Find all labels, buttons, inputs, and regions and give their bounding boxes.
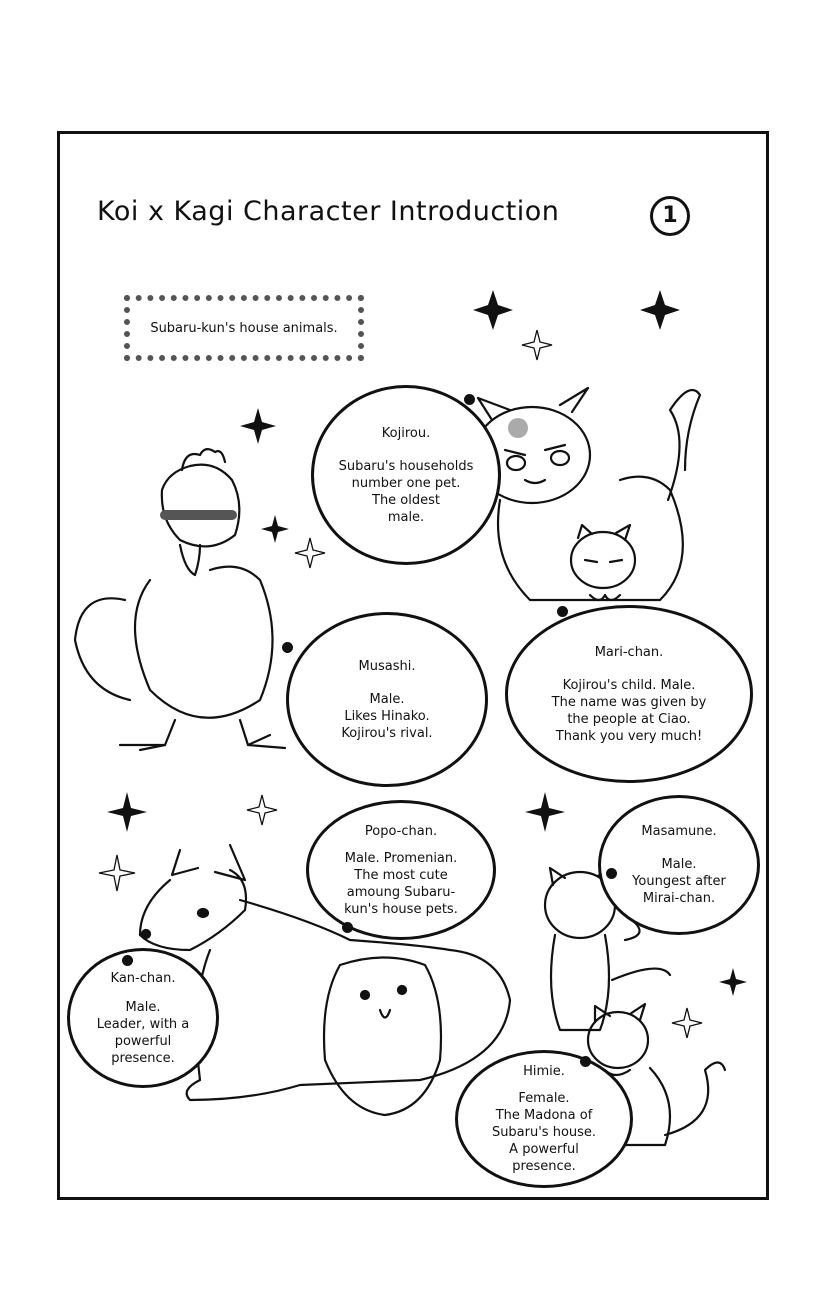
bubble-masamune (598, 795, 760, 935)
character-desc-himie: Female. The Madona of Subaru's house. A powerful presence. (491, 1091, 597, 1174)
bubble-himie (455, 1050, 633, 1188)
character-name-mari: Mari-chan. (594, 644, 664, 660)
character-name-kojirou: Kojirou. (381, 425, 431, 441)
page-title: Koi x Kagi Character Introduction (97, 196, 560, 227)
cat-kojirou-illustration (474, 388, 700, 600)
bubble-pointer-dot (464, 394, 475, 405)
bubble-pointer-dot (606, 868, 617, 879)
bubble-pointer-dot (122, 955, 133, 966)
bubble-mari (505, 605, 753, 783)
character-desc-masamune: Male. Youngest after Mirai-chan. (632, 857, 726, 906)
character-name-himie: Himie. (523, 1064, 565, 1079)
rooster-musashi-illustration (75, 449, 285, 750)
character-desc-mari: Kojirou's child. Male. The name was given by the people at Ciao. Thank you very much! (551, 677, 707, 744)
bubble-pointer-dot (580, 1056, 591, 1067)
bubble-pointer-dot (557, 606, 568, 617)
character-desc-kan: Male. Leader, with a powerful presence. (96, 999, 190, 1066)
character-name-musashi: Musashi. (358, 658, 416, 674)
title-number-badge: 1 (650, 196, 690, 236)
bubble-musashi (286, 612, 488, 787)
bubble-pointer-dot (342, 922, 353, 933)
character-desc-kojirou: Subaru's households number one pet. The oldest male. (338, 458, 474, 525)
character-name-masamune: Masamune. (641, 824, 717, 839)
bubble-pointer-dot (282, 642, 293, 653)
bubble-popo (306, 800, 496, 940)
kitten-mari-illustration (571, 525, 635, 600)
character-name-popo: Popo-chan. (364, 823, 438, 839)
character-desc-popo: Male. Promenian. The most cute amoung Subaru- kun's house pets. (344, 850, 458, 917)
bubble-kan (67, 948, 219, 1088)
pomeranian-popo-illustration (324, 958, 441, 1116)
subtitle-text: Subaru-kun's house animals. (150, 320, 338, 336)
bubble-kojirou (311, 385, 501, 565)
character-desc-musashi: Male. Likes Hinako. Kojirou's rival. (341, 691, 433, 741)
character-name-kan: Kan-chan. (110, 970, 176, 986)
